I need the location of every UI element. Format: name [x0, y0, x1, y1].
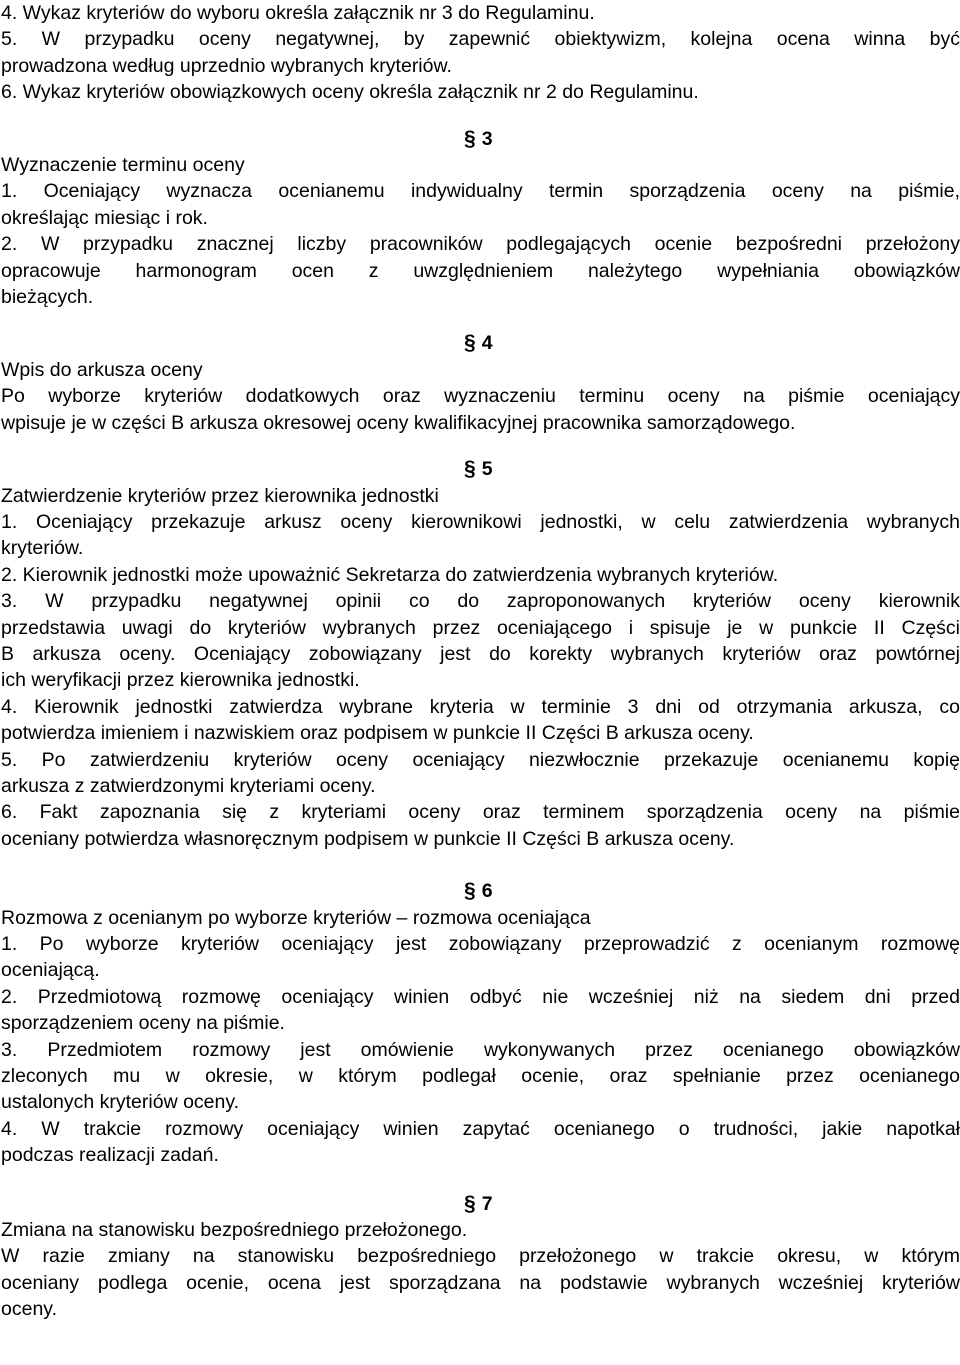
section-6-title: Rozmowa z ocenianym po wyborze kryteriów – rozmowa oceniająca — [1, 906, 591, 929]
section-5-p4-line1: 4. Kierownik jednostki zatwierdza wybrane kryteria w terminie 3 dni od otrzymania arkusza, co — [1, 695, 960, 718]
section-5-title: Zatwierdzenie kryteriów przez kierownika jednostki — [1, 484, 439, 507]
section-6-p3-line1: 3. Przedmiotem rozmowy jest omówienie wykonywanych przez ocenianego obowiązków — [1, 1038, 960, 1061]
section-number: 4 — [481, 332, 493, 355]
section-7-p-line2: oceniany podlega ocenie, ocena jest sporządzana na podstawie wybranych wcześniej kryteriów — [1, 1271, 960, 1294]
section-5-p2: 2. Kierownik jednostki może upoważnić Sekretarza do zatwierdzenia wybranych kryteriów. — [1, 563, 779, 586]
section-4-title: Wpis do arkusza oceny — [1, 358, 203, 381]
section-3-p2-line3: bieżących. — [1, 286, 94, 309]
section-6-p3-line3: ustalonych kryteriów oceny. — [1, 1091, 240, 1114]
section-5-p4-line2: potwierdza imieniem i nazwiskiem oraz podpisem w punkcie II Części B arkusza oceny. — [1, 722, 754, 745]
section-sign-icon: § — [464, 1191, 476, 1215]
section-4-p-line1: Po wyborze kryteriów dodatkowych oraz wyznaczeniu terminu oceny na piśmie oceniający — [1, 385, 960, 408]
intro-item-6: 6. Wykaz kryteriów obowiązkowych oceny określa załącznik nr 2 do Regulaminu. — [1, 81, 699, 104]
section-number: 7 — [481, 1192, 493, 1215]
section-5-p3-line1: 3. W przypadku negatywnej opinii co do zaproponowanych kryteriów oceny kierownik — [1, 590, 960, 613]
section-sign-icon: § — [464, 457, 476, 481]
section-5-p5-line1: 5. Po zatwierdzeniu kryteriów oceny oceniający niezwłocznie przekazuje ocenianemu kopię — [1, 748, 960, 771]
section-5-p3-line2: przedstawia uwagi do kryteriów wybranych przez oceniającego i spisuje je w punkcie II Części — [1, 616, 960, 639]
section-sign-icon: § — [464, 879, 476, 903]
section-3-p2-line2: opracowuje harmonogram ocen z uwzględnieniem należytego wypełniania obowiązków — [1, 259, 960, 282]
section-sign-icon: § — [464, 126, 476, 150]
section-3 — [1, 126, 960, 311]
section-5-p3-line4: ich weryfikacji przez kierownika jednostki. — [1, 669, 360, 692]
section-5-heading — [1, 456, 960, 482]
section-6-p2-line2: sporządzeniem oceny na piśmie. — [1, 1012, 285, 1035]
section-5 — [1, 456, 960, 852]
section-6-p1-line1: 1. Po wyborze kryteriów oceniający jest zobowiązany przeprowadzić z ocenianym rozmowę — [1, 933, 960, 955]
section-7-p-line1: W razie zmiany na stanowisku bezpośredniego przełożonego w trakcie okresu, w którym — [1, 1245, 960, 1268]
section-3-title: Wyznaczenie terminu oceny — [1, 154, 245, 177]
section-sign-icon: § — [464, 331, 476, 355]
section-6-p1-line2: oceniającą. — [1, 959, 100, 982]
section-number: 5 — [481, 458, 493, 481]
section-4 — [1, 330, 960, 436]
section-7-title: Zmiana na stanowisku bezpośredniego przełożonego. — [1, 1219, 468, 1242]
section-6-p3-line2: zleconych mu w okresie, w którym podlegał ocenie, oraz spełnianie przez ocenianego — [1, 1065, 960, 1088]
section-7-heading — [1, 1191, 960, 1217]
intro-item-5-line1: 5. W przypadku oceny negatywnej, by zapewnić obiektywizm, kolejna ocena winna być — [1, 28, 960, 51]
intro-block — [1, 0, 960, 106]
section-7 — [1, 1191, 960, 1323]
section-3-p2-line1: 2. W przypadku znacznej liczby pracowników podlegających ocenie bezpośredni przełożony — [1, 233, 960, 256]
section-5-p1-line2: kryteriów. — [1, 537, 84, 560]
section-6 — [1, 878, 960, 1168]
section-6-p4-line2: podczas realizacji zadań. — [1, 1144, 219, 1167]
section-4-heading — [1, 330, 960, 356]
section-3-heading — [1, 126, 960, 152]
section-5-p6-line1: 6. Fakt zapoznania się z kryteriami oceny oraz terminem sporządzenia oceny na piśmie — [1, 801, 960, 824]
section-7-p-line3: oceny. — [1, 1298, 58, 1321]
section-6-p4-line1: 4. W trakcie rozmowy oceniający winien zapytać ocenianego o trudności, jakie napotkał — [1, 1117, 960, 1140]
section-6-p2-line1: 2. Przedmiotową rozmowę oceniający winien odbyć nie wcześniej niż na siedem dni przed — [1, 985, 960, 1008]
section-3-p1-line2: określając miesiąc i rok. — [1, 206, 208, 229]
section-4-p-line2: wpisuje je w części B arkusza okresowej oceny kwalifikacyjnej pracownika samorządowego. — [1, 411, 796, 434]
section-3-p1-line1: 1. Oceniający wyznacza ocenianemu indywidualny termin sporządzenia oceny na piśmie, — [1, 180, 960, 203]
section-5-p6-line2: oceniany potwierdza własnoręcznym podpisem w punkcie II Części B arkusza oceny. — [1, 827, 735, 850]
intro-item-4: 4. Wykaz kryteriów do wyboru określa załącznik nr 3 do Regulaminu. — [1, 2, 595, 24]
section-5-p3-line3: B arkusza oceny. Oceniający zobowiązany jest do korekty wybranych kryteriów oraz powtórnej — [1, 642, 960, 665]
section-number: 6 — [481, 880, 493, 903]
intro-item-5-line2: prowadzona według uprzednio wybranych kryteriów. — [1, 54, 452, 77]
section-6-heading — [1, 878, 960, 904]
section-number: 3 — [481, 127, 493, 150]
section-5-p1-line1: 1. Oceniający przekazuje arkusz oceny kierownikowi jednostki, w celu zatwierdzenia wybranych — [1, 510, 960, 533]
section-5-p5-line2: arkusza z zatwierdzonymi kryteriami oceny. — [1, 774, 376, 797]
